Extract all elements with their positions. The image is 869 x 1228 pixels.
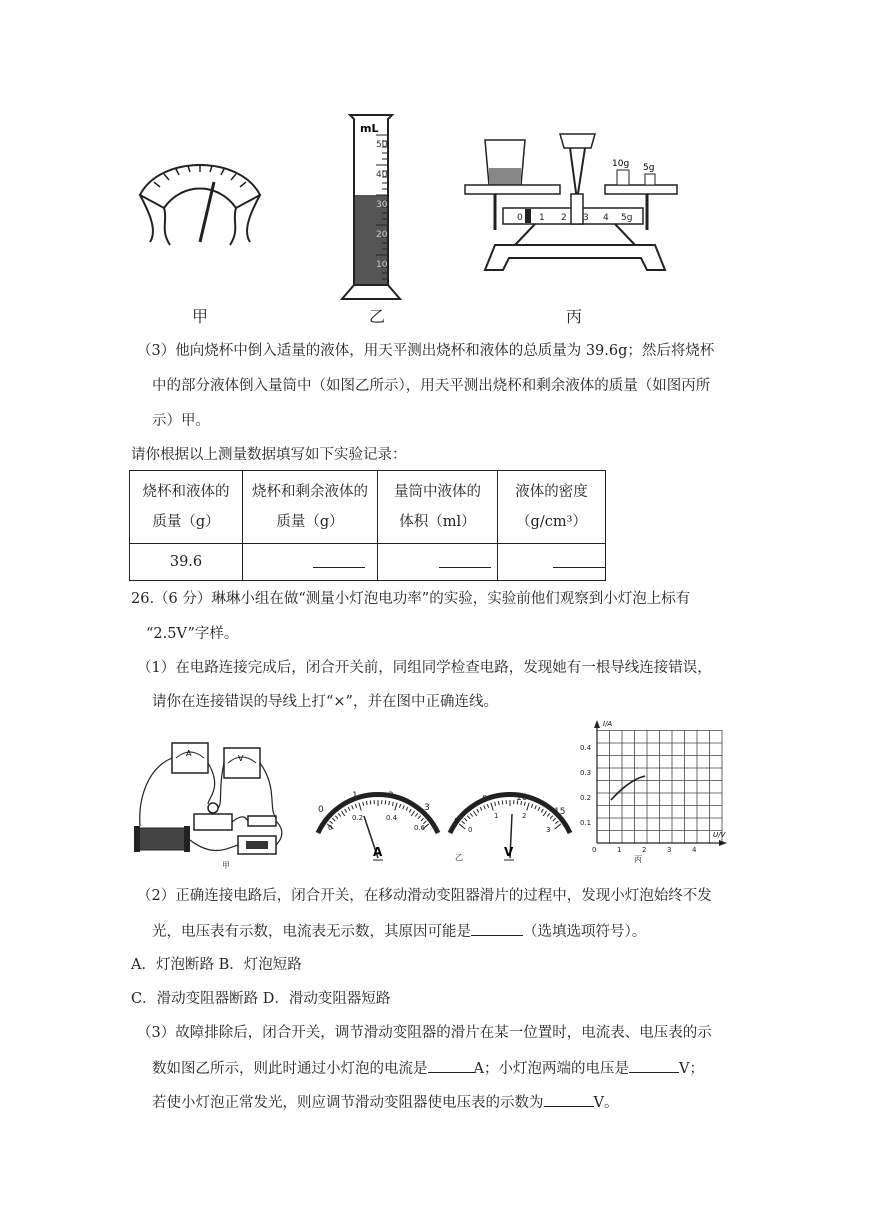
voltmeter-top-10: 10 [516,793,528,803]
voltmeter-top-0: 0 [454,817,460,827]
ammeter-top-2: 2 [388,791,394,801]
blank-volume[interactable] [439,553,491,568]
dial-tick [547,813,549,816]
ammeter-top-1: 1 [352,791,358,801]
q26-2-line-2 [152,921,646,941]
blank-fault-cause[interactable] [471,921,523,936]
graph-ytick-0.1: 0.1 [580,819,592,827]
iu-curve [611,776,645,800]
graph-ytick-0.2: 0.2 [580,794,592,802]
dial-tick [527,803,529,811]
q26-3-line-2-a: 数如图乙所示，则此时通过小灯泡的电流是 [152,1061,428,1077]
figure2-label-a: 甲 [222,861,230,870]
table-instruction: 请你根据以上测量数据填写如下实验记录： [131,447,407,463]
dial-tick [395,803,397,811]
graph-xtick-4: 4 [692,846,697,854]
figure-1 [120,110,680,305]
graph-ytick-0.3: 0.3 [580,769,592,777]
iu-graph [580,720,727,854]
voltmeter-bottom-0: 0 [468,826,473,834]
dial-tick [392,802,393,806]
q3-line-2: 中的部分液体倒入量筒中（如图乙所示），用天平测出烧杯和剩余液体的质量（如图丙所 [152,378,711,394]
table-cell-volume[interactable] [378,544,498,581]
voltmeter-bottom-2: 2 [522,812,527,820]
ammeter-top-3: 3 [424,803,430,813]
dial-tick [550,816,553,819]
cylinder-unit: mL [360,122,379,135]
q26-3-line-1: （3）故障排除后，闭合开关，调节滑动变阻器的滑片在某一位置时，电流表、电压表的示 [137,1025,712,1041]
blank-target-voltage[interactable] [544,1092,594,1107]
header-1-line-2: 质量（g） [152,514,220,530]
dial-tick [495,802,496,806]
dial-tick [470,813,472,816]
header-2-line-1: 烧杯和剩余液体的 [252,484,368,500]
dial-tick [406,807,408,811]
dial-tick [555,821,558,824]
dial-tick [555,824,561,829]
q3-line-1: （3）他向烧杯中倒入适量的液体，用天平测出烧杯和液体的总质量为 39.6g；然后将烧杯 [137,343,715,359]
ammeter-dial [318,791,438,860]
figure-2 [128,718,728,873]
header-1-line-1: 烧杯和液体的 [142,484,230,500]
scale-dial [140,165,260,245]
header-4-line-2: （g/cm³） [516,514,587,530]
dial-tick [335,816,338,819]
cyl-tick-50: 50 [376,140,388,150]
voltmeter-bottom-1: 1 [494,812,499,820]
q26-3-line-2-c: V； [678,1061,704,1077]
header-4-line-1: 液体的密度 [515,484,588,500]
graph-ytick-0.4: 0.4 [580,744,592,752]
options-line-1: A．灯泡断路 B．灯泡短路 [131,957,302,973]
dial-tick [359,803,361,811]
figure1-label-c: 丙 [566,307,583,326]
dial-tick [491,803,493,811]
q26-3-line-3-b: V。 [593,1095,619,1111]
dial-tick [459,824,465,829]
dial-tick [477,809,479,812]
dial-tick [355,804,356,808]
ammeter-bottom-2: 0.4 [386,814,398,822]
dial-tick [538,807,540,811]
dial-tick [345,809,347,812]
table-header-3 [378,471,498,544]
ammeter-bottom-3: 0.6 [414,824,426,832]
dial-tick [535,805,537,809]
graph-xtick-1: 1 [617,846,622,854]
ammeter-bottom-0: 0 [328,824,333,832]
blank-voltage[interactable] [629,1058,679,1073]
figure1-label-b: 乙 [369,307,386,326]
beam-scale-3: 3 [583,213,589,223]
dial-tick [462,821,465,824]
q26-3-line-2-b: A；小灯泡两端的电压是 [473,1061,629,1077]
dial-tick [399,804,400,808]
dial-tick [421,818,424,821]
balance [465,134,677,270]
figure2-label-c: 丙 [634,855,642,864]
circuit-diagram [134,743,282,854]
dial-tick [553,818,556,821]
dial-tick [332,818,335,821]
beam-scale-0: 0 [517,213,523,223]
graph-ylabel: I/A [603,720,613,728]
table-cell-total-mass: 39.6 [130,544,243,581]
q26-2-line-1: （2）正确连接电路后，闭合开关，在移动滑动变阻器滑片的过程中，发现小灯泡始终不发 [137,888,712,904]
header-3-line-2: 体积（ml） [399,514,476,530]
beam-scale-5g: 5g [621,213,633,223]
voltmeter-top-15: 15 [554,807,566,817]
cyl-tick-20: 20 [376,230,388,240]
weight-10g: 10g [612,159,630,169]
dial-tick [473,811,476,816]
svg-text:V: V [238,754,244,763]
dial-tick [415,813,417,816]
voltmeter-top-5: 5 [482,795,488,805]
header-2-line-2: 质量（g） [276,514,344,530]
dial-tick [467,816,470,819]
voltmeter-dial [450,793,570,860]
dial-tick [403,805,405,809]
table-header-2 [243,471,378,544]
record-table [129,470,606,581]
dial-tick [418,816,421,819]
blank-current[interactable] [428,1058,474,1073]
beam-scale-2: 2 [561,213,567,223]
beam-scale-1: 1 [539,213,545,223]
ammeter-symbol: A [373,845,383,859]
ammeter-bottom-1: 0.2 [352,814,364,822]
q26-2-line-2-a: 光，电压表有示数，电流表无示数，其原因可能是 [152,924,471,940]
weight-5g: 5g [643,163,655,173]
blank-density[interactable] [553,553,605,568]
dial-tick [348,807,350,811]
dial-tick [531,804,532,808]
figure1-label-a: 甲 [192,307,209,326]
graph-xtick-2: 2 [642,846,647,854]
options-line-2: C．滑动变阻器断路 D．滑动变阻器短路 [131,991,391,1007]
q26-3-line-2 [152,1058,704,1078]
dial-tick [498,801,499,805]
table-cell-remaining-mass[interactable] [243,544,378,581]
dial-tick [341,811,344,816]
cyl-tick-30: 30 [376,200,388,210]
dial-tick [389,801,390,805]
q26-line-2: “2.5V”字样。 [146,626,239,642]
q26-1-line-1: （1）在电路连接完成后，闭合开关前，同组同学检查电路，发现她有一根导线连接错误， [137,660,712,676]
cyl-tick-10: 10 [376,260,388,270]
dial-tick [480,807,482,811]
table-cell-density[interactable] [498,544,606,581]
q26-1-line-2: 请你在连接错误的导线上打“×”，并在图中正确连线。 [152,694,498,710]
dial-tick [411,811,414,816]
cyl-tick-40: 40 [376,170,388,180]
dial-tick [409,809,411,812]
table-header-1 [130,471,243,544]
dial-tick [352,805,354,809]
graph-xtick-3: 3 [667,846,672,854]
table-header-4 [498,471,606,544]
q26-line-1: 26.（6 分）琳琳小组在做“测量小灯泡电功率”的实验，实验前他们观察到小灯泡上标有 [131,591,691,607]
q26-3-line-3-a: 若使小灯泡正常发光，则应调节滑动变阻器使电压表的示数为 [152,1095,544,1111]
voltmeter-symbol: V [504,845,514,859]
dial-tick [366,801,367,805]
dial-tick [541,809,543,812]
q26-3-line-3 [152,1092,618,1112]
dial-tick [464,818,467,821]
ammeter-top-0: 0 [318,805,324,815]
dial-tick [543,811,546,816]
blank-remaining-mass[interactable] [313,553,365,568]
graduated-cylinder [342,115,400,299]
header-3-line-1: 量筒中液体的 [394,484,481,500]
q26-2-line-2-b: （选填选项符号）。 [523,924,647,940]
svg-text:A: A [186,749,192,758]
beam-scale-4: 4 [603,213,609,223]
graph-xtick-0: 0 [592,846,597,854]
dial-tick [338,813,340,816]
figure2-label-b: 乙 [455,853,463,862]
graph-xlabel: U/V [713,831,726,839]
dial-tick [484,805,486,809]
q3-line-3: 示）甲。 [152,413,210,429]
dial-tick [363,802,364,806]
voltmeter-bottom-3: 3 [546,826,551,834]
